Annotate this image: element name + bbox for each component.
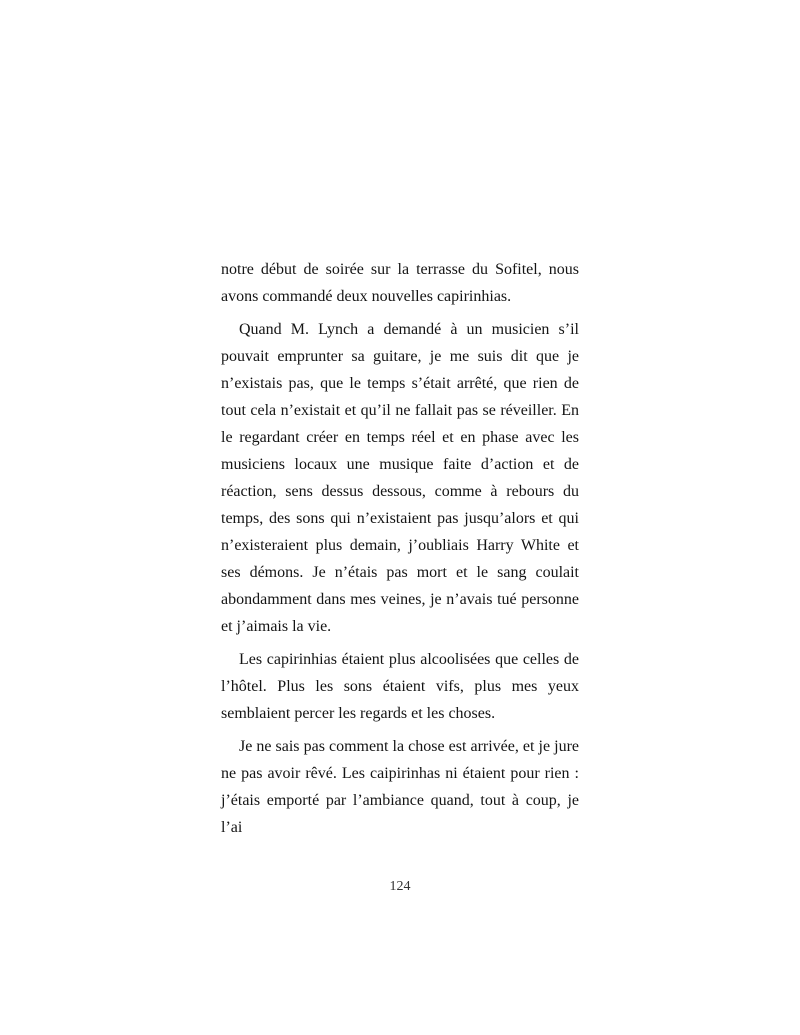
paragraph: Quand M. Lynch a demandé à un musicien s’il pouvait emprunter sa guitare, je me suis dit que je n’existais pas, que le temps s’était arrêté, que rien de tout cela n’existait et qu’il ne fallait pas se réveiller. En le regardant créer en temps réel et en phase avec les musiciens locaux une musique faite d’action et de réaction, sens dessus dessous, comme à rebours du temps, des sons qui n’existaient pas jusqu’alors et qui n’existeraient plus demain, j’oubliais Harry White et ses démons. Je n’étais pas mort et le sang coulait abondamment dans mes veines, je n’avais tué personne et j’aimais la vie. [221,321,579,635]
paragraph: Je ne sais pas comment la chose est arrivée, et je jure ne pas avoir rêvé. Les caipirinhas ni étaient pour rien : j’étais emporté par l’ambiance quand, tout à coup, je l’ai [221,738,579,836]
page-number: 124 [389,879,411,894]
paragraph: Les capirinhias étaient plus alcoolisées que celles de l’hôtel. Plus les sons étaient vifs, plus mes yeux semblaient percer les regards et les choses. [221,651,579,722]
paragraph: notre début de soirée sur la terrasse du Sofitel, nous avons commandé deux nouvelles capirinhias. [221,261,579,305]
body-text [221,256,579,847]
